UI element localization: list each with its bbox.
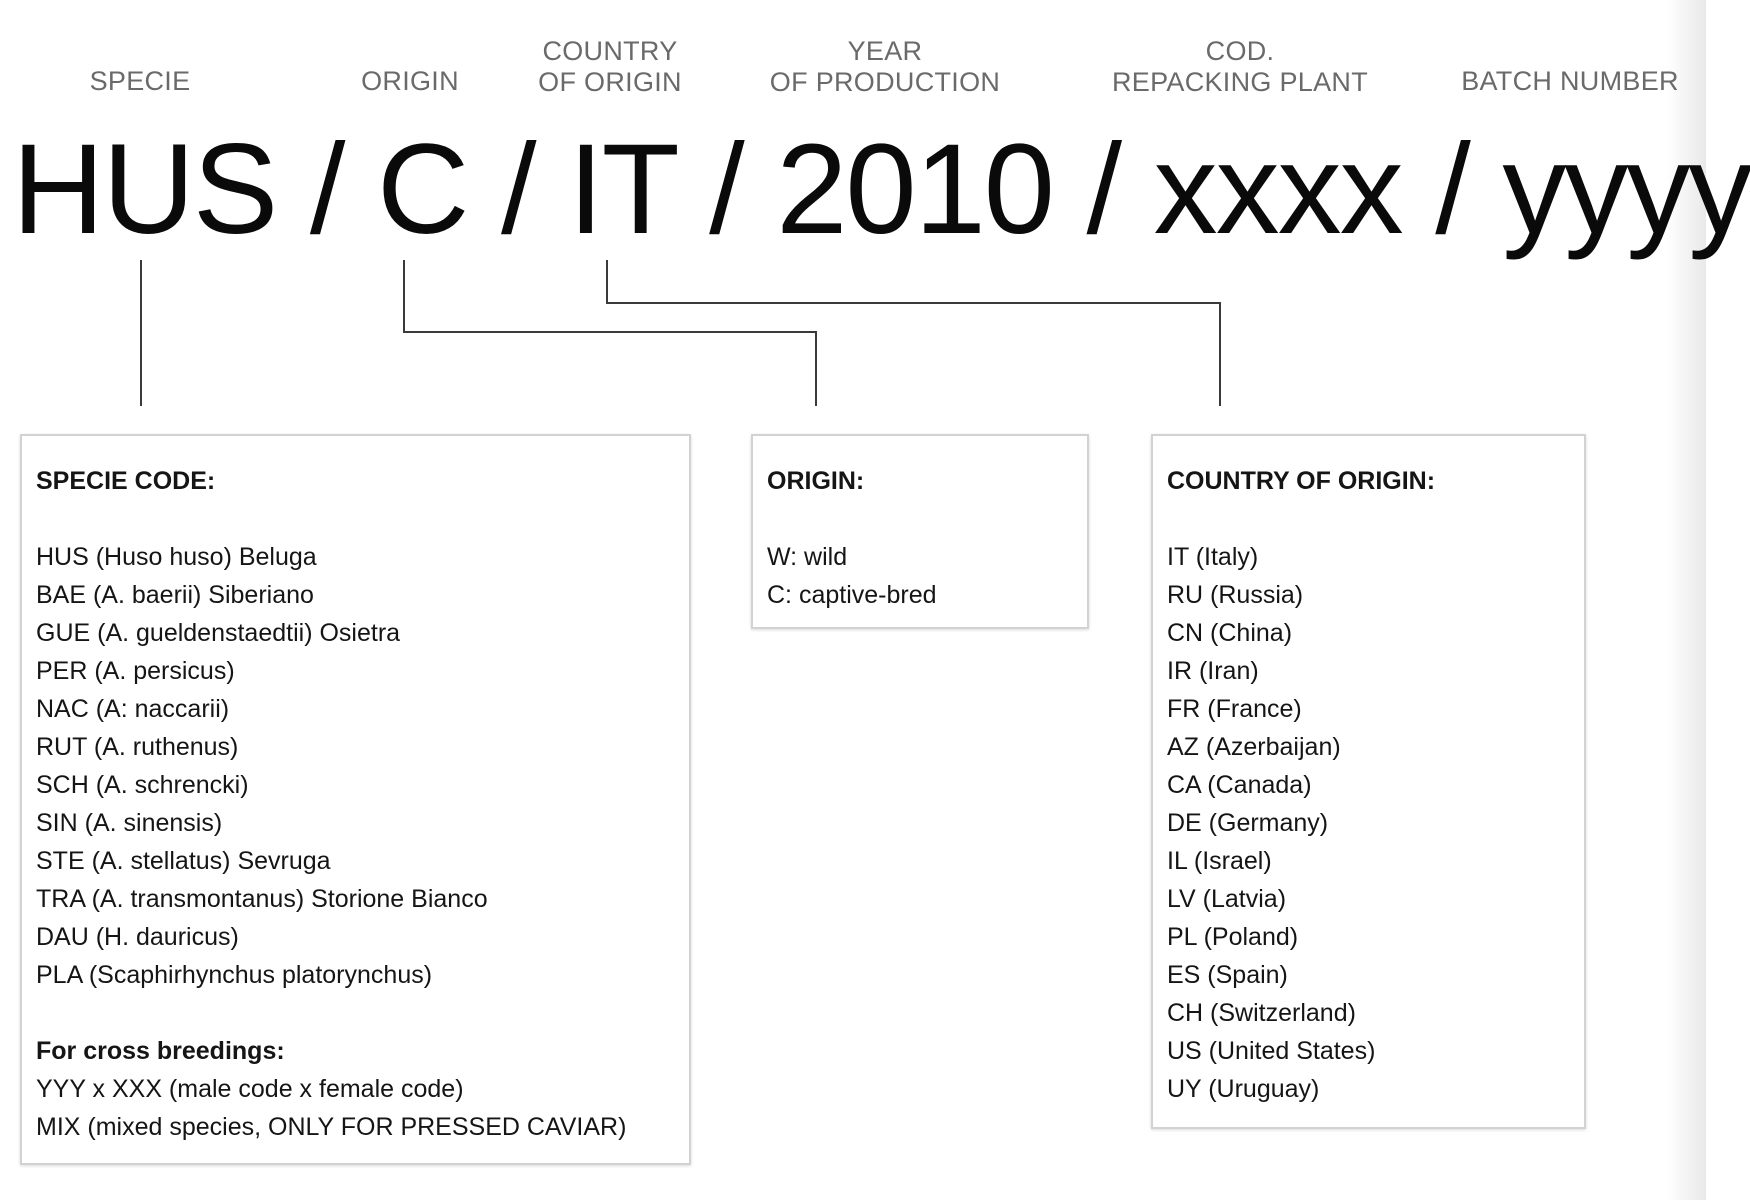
- header-repacking-plant: COD. REPACKING PLANT: [1111, 36, 1369, 97]
- list-item: US (United States): [1167, 1037, 1376, 1065]
- list-item: IT (Italy): [1167, 543, 1259, 571]
- code-separator: /: [1401, 118, 1503, 261]
- code-origin: C: [376, 118, 468, 261]
- list-item: AZ (Azerbaijan): [1167, 733, 1341, 761]
- list-item: RUT (A. ruthenus): [36, 733, 239, 761]
- country-of-origin-title: COUNTRY OF ORIGIN:: [1167, 467, 1436, 495]
- list-item: BAE (A. baerii) Siberiano: [36, 581, 314, 609]
- specie-code-list: [36, 538, 689, 994]
- code-plant: xxxx: [1153, 118, 1402, 261]
- cross-breedings-title: For cross breedings:: [36, 1037, 285, 1065]
- cross-breedings-list: [36, 1070, 689, 1146]
- code-country: IT: [568, 118, 676, 261]
- list-item: SCH (A. schrencki): [36, 771, 249, 799]
- list-item: CH (Switzerland): [1167, 999, 1356, 1027]
- code-year: 2010: [776, 118, 1053, 261]
- code-separator: /: [276, 118, 377, 261]
- list-item: DE (Germany): [1167, 809, 1329, 837]
- header-origin: ORIGIN: [361, 66, 459, 96]
- list-item: DAU (H. dauricus): [36, 923, 239, 951]
- specie-code-title: SPECIE CODE:: [36, 467, 216, 495]
- header-specie: SPECIE: [89, 66, 191, 96]
- list-item: PL (Poland): [1167, 923, 1299, 951]
- list-item: PER (A. persicus): [36, 657, 235, 685]
- header-country-of-origin: COUNTRY OF ORIGIN: [538, 36, 682, 97]
- specie-code-box: [20, 434, 691, 1165]
- origin-title: ORIGIN:: [767, 467, 865, 495]
- list-item: MIX (mixed species, ONLY FOR PRESSED CAVIAR): [36, 1113, 627, 1141]
- list-item: TRA (A. transmontanus) Storione Bianco: [36, 885, 488, 913]
- list-item: UY (Uruguay): [1167, 1075, 1320, 1103]
- list-item: GUE (A. gueldenstaedtii) Osietra: [36, 619, 401, 647]
- list-item: LV (Latvia): [1167, 885, 1287, 913]
- code-batch: yyyy: [1502, 118, 1750, 261]
- list-item: FR (France): [1167, 695, 1302, 723]
- list-item: IR (Iran): [1167, 657, 1259, 685]
- code-separator: /: [1052, 118, 1154, 261]
- origin-box: [751, 434, 1089, 629]
- list-item: W: wild: [767, 543, 848, 571]
- header-year-of-production: YEAR OF PRODUCTION: [769, 36, 1001, 97]
- list-item: YYY x XXX (male code x female code): [36, 1075, 464, 1103]
- list-item: PLA (Scaphirhynchus platorynchus): [36, 961, 433, 989]
- header-batch-number: BATCH NUMBER: [1461, 66, 1679, 96]
- list-item: HUS (Huso huso) Beluga: [36, 543, 317, 571]
- list-item: C: captive-bred: [767, 581, 937, 609]
- list-item: CA (Canada): [1167, 771, 1312, 799]
- code-specie: HUS: [12, 118, 277, 261]
- list-item: IL (Israel): [1167, 847, 1272, 875]
- country-list: [1167, 538, 1584, 1108]
- code-separator: /: [467, 118, 569, 261]
- list-item: SIN (A. sinensis): [36, 809, 223, 837]
- country-of-origin-box: [1151, 434, 1586, 1129]
- connector-origin: [404, 260, 816, 406]
- origin-list: [767, 538, 1087, 614]
- list-item: ES (Spain): [1167, 961, 1288, 989]
- code-separator: /: [675, 118, 777, 261]
- list-item: CN (China): [1167, 619, 1293, 647]
- list-item: RU (Russia): [1167, 581, 1304, 609]
- list-item: STE (A. stellatus) Sevruga: [36, 847, 331, 875]
- list-item: NAC (A: naccarii): [36, 695, 230, 723]
